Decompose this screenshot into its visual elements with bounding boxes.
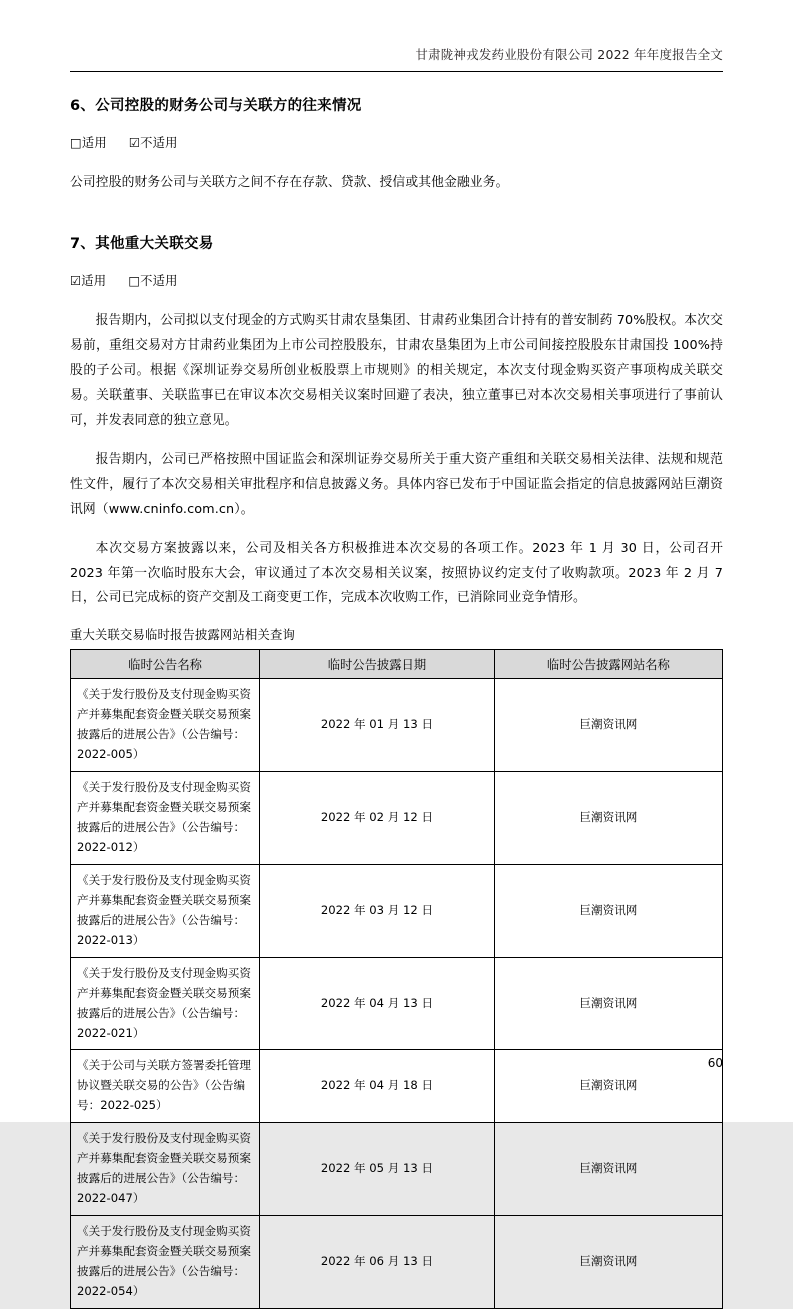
table-row — [71, 864, 723, 957]
cell-announcement-name: 《关于发行股份及支付现金购买资产并募集配套资金暨关联交易预案披露后的进展公告》（公告编号：2022-021） — [71, 957, 260, 1050]
table-row — [71, 957, 723, 1050]
cell-announcement-date: 2022 年 04 月 18 日 — [260, 1050, 495, 1123]
section-heading-6: 6、公司控股的财务公司与关联方的往来情况 — [70, 98, 362, 114]
checkbox-line-6 — [70, 133, 723, 151]
cell-announcement-site: 巨潮资讯网 — [494, 957, 722, 1050]
cell-announcement-name: 《关于发行股份及支付现金购买资产并募集配套资金暨关联交易预案披露后的进展公告》（公告编号：2022-013） — [71, 864, 260, 957]
cell-announcement-site: 巨潮资讯网 — [494, 679, 722, 772]
cell-announcement-date: 2022 年 03 月 12 日 — [260, 864, 495, 957]
applicable-option-7[interactable]: ☑适用 — [70, 273, 107, 288]
not-applicable-option-6[interactable]: ☑不适用 — [128, 136, 178, 150]
checkbox-line-7 — [70, 271, 723, 289]
cell-announcement-date: 2022 年 05 月 13 日 — [260, 1123, 495, 1216]
page-number: 60 — [707, 1056, 723, 1070]
table-caption: 重大关联交易临时报告披露网站相关查询 — [70, 628, 295, 643]
announcements-table — [70, 649, 723, 1308]
cell-announcement-name: 《关于公司与关联方签署委托管理协议暨关联交易的公告》（公告编号：2022-025） — [71, 1050, 260, 1123]
cell-announcement-name: 《关于发行股份及支付现金购买资产并募集配套资金暨关联交易预案披露后的进展公告》（公告编号：2022-047） — [71, 1123, 260, 1216]
applicable-option-6[interactable]: □适用 — [70, 136, 107, 150]
section-6-paragraph: 公司控股的财务公司与关联方之间不存在存款、贷款、授信或其他金融业务。 — [70, 175, 509, 190]
cell-announcement-site: 巨潮资讯网 — [494, 1050, 722, 1123]
column-header-name: 临时公告名称 — [71, 650, 260, 679]
section-7-paragraph-2: 报告期内，公司已严格按照中国证监会和深圳证券交易所关于重大资产重组和关联交易相关法律、法规和规范性文件，履行了本次交易相关审批程序和信息披露义务。具体内容已发布于中国证监会指定的信息披露网站巨潮资讯网（www.cninfo.com.cn）。 — [70, 451, 723, 517]
column-header-date: 临时公告披露日期 — [260, 650, 495, 679]
column-header-site: 临时公告披露网站名称 — [494, 650, 722, 679]
section-spacer — [70, 210, 723, 232]
cell-announcement-site: 巨潮资讯网 — [494, 1123, 722, 1216]
table-row — [71, 1050, 723, 1123]
table-row — [71, 1123, 723, 1216]
cell-announcement-site: 巨潮资讯网 — [494, 1216, 722, 1309]
cell-announcement-site: 巨潮资讯网 — [494, 864, 722, 957]
cell-announcement-date: 2022 年 04 月 13 日 — [260, 957, 495, 1050]
cell-announcement-date: 2022 年 02 月 12 日 — [260, 772, 495, 865]
table-row — [71, 679, 723, 772]
cell-announcement-site: 巨潮资讯网 — [494, 772, 722, 865]
section-7-paragraph-3: 本次交易方案披露以来，公司及相关各方积极推进本次交易的各项工作。2023 年 1 月 30 日，公司召开 2023 年第一次临时股东大会，审议通过了本次交易相关议案，按照协议约定支付了收购款项。2023 年 2 月 7 日，公司已完成标的资产交割及工商变更工作，完成本次收购工作，已消除同业竞争情形。 — [70, 540, 723, 606]
cell-announcement-name: 《关于发行股份及支付现金购买资产并募集配套资金暨关联交易预案披露后的进展公告》（公告编号：2022-054） — [71, 1216, 260, 1309]
section-heading-7: 7、其他重大关联交易 — [70, 235, 214, 252]
cell-announcement-date: 2022 年 06 月 13 日 — [260, 1216, 495, 1309]
not-applicable-option-7[interactable]: □不适用 — [128, 273, 178, 288]
cell-announcement-date: 2022 年 01 月 13 日 — [260, 679, 495, 772]
table-header-row — [71, 650, 723, 679]
header-divider — [70, 71, 723, 72]
cell-announcement-name: 《关于发行股份及支付现金购买资产并募集配套资金暨关联交易预案披露后的进展公告》（公告编号：2022-005） — [71, 679, 260, 772]
page-content — [70, 45, 723, 1309]
section-7-paragraph-1: 报告期内，公司拟以支付现金的方式购买甘肃农垦集团、甘肃药业集团合计持有的普安制药 70%股权。本次交易前，重组交易对方甘肃药业集团为上市公司控股股东，甘肃农垦集团为上市公司间接控股股东甘肃国投 100%持股的子公司。根据《深圳证券交易所创业板股票上市规则》的相关规定，本次支付现金购买资产事项构成关联交易。关联董事、关联监事已在审议本次交易相关议案时回避了表决，独立董事已对本次交易相关事项进行了事前认可，并发表同意的独立意见。 — [70, 312, 723, 428]
running-header: 甘肃陇神戎发药业股份有限公司 2022 年年度报告全文 — [415, 47, 723, 62]
table-row — [71, 1216, 723, 1309]
table-row — [71, 772, 723, 865]
cell-announcement-name: 《关于发行股份及支付现金购买资产并募集配套资金暨关联交易预案披露后的进展公告》（公告编号：2022-012） — [71, 772, 260, 865]
